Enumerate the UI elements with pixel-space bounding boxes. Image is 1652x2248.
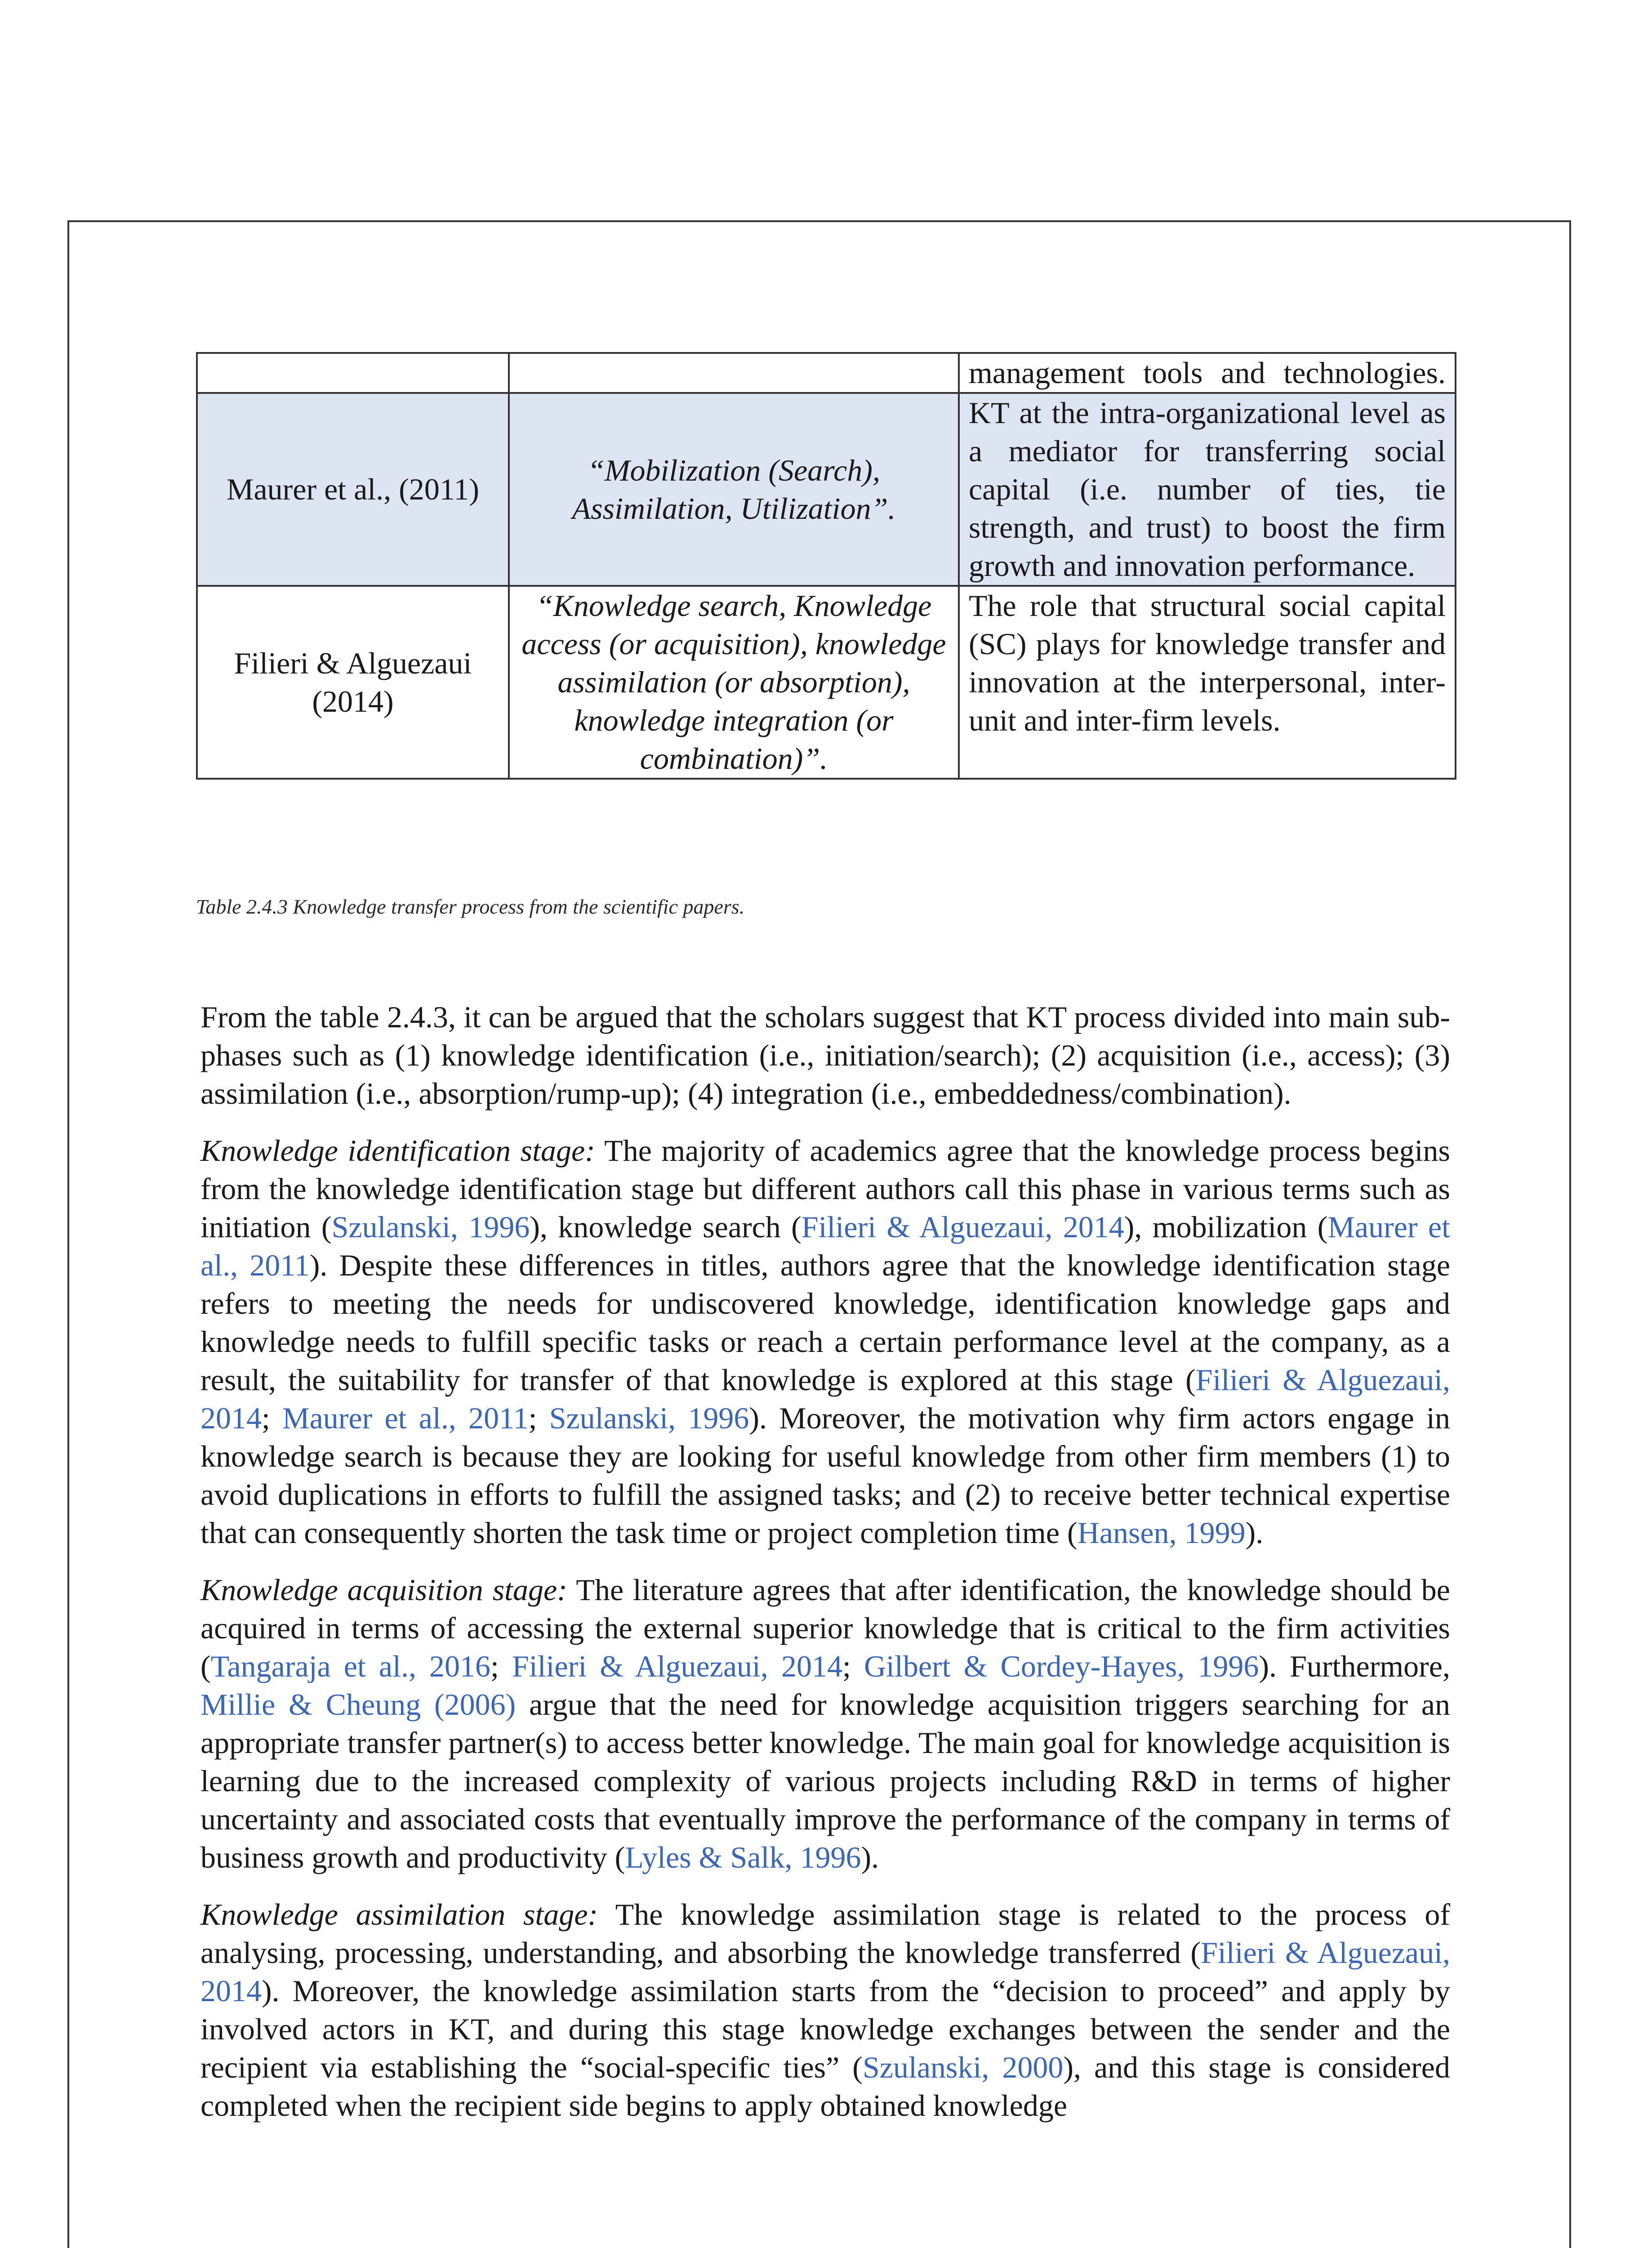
citation-link[interactable]: Szulanski, 1996 <box>549 1401 749 1435</box>
paragraph-lead: Knowledge assimilation stage: <box>200 1897 598 1931</box>
citation-link[interactable]: Lyles & Salk, 1996 <box>625 1840 861 1874</box>
paragraph-identification <box>200 1132 1450 1552</box>
text-run: The literature agrees that after identification, the knowledge should be acquired in terms of accessing the external superior knowledge that is critical to the firm activities ( <box>200 1573 1450 1683</box>
table-row <box>197 353 1456 393</box>
citation-link[interactable]: Filieri & Alguezaui, 2014 <box>200 1363 1450 1435</box>
text-run: ; <box>842 1649 864 1683</box>
paragraph-lead: Knowledge acquisition stage: <box>200 1573 567 1607</box>
table-cell-description: management tools and technologies. <box>959 353 1456 393</box>
paragraph-lead: Knowledge identification stage: <box>200 1133 595 1168</box>
citation-link[interactable]: Filieri & Alguezaui, 2014 <box>801 1210 1124 1244</box>
text-run: ), mobilization ( <box>1124 1210 1328 1244</box>
table-cell-author: Maurer et al., (2011) <box>197 393 509 586</box>
table-cell-phases: “Knowledge search, Knowledge access (or acquisition), knowledge assimilation (or absorption), knowledge integration (or combination)”. <box>509 586 959 779</box>
body-text <box>200 998 1450 2144</box>
citation-link[interactable]: Maurer et al., 2011 <box>282 1401 529 1435</box>
citation-link[interactable]: Filieri & Alguezaui, 2014 <box>200 1936 1451 2008</box>
citation-link[interactable]: Hansen, 1999 <box>1077 1516 1246 1550</box>
text-run: ; <box>490 1649 512 1683</box>
text-run: ; <box>528 1401 549 1435</box>
text-run: ). Furthermore, <box>1259 1649 1450 1683</box>
citation-link[interactable]: Szulanski, 1996 <box>331 1210 530 1244</box>
table-caption: Table 2.4.3 Knowledge transfer process from the scientific papers. <box>196 895 745 918</box>
paragraph-acquisition <box>200 1571 1450 1877</box>
citation-link[interactable]: Maurer et al., 2011 <box>200 1210 1451 1282</box>
citation-link[interactable]: Millie & Cheung (2006) <box>200 1687 516 1722</box>
text-run: The majority of academics agree that the knowledge process begins from the knowledge identification stage but different authors call this phase in various terms such as initiation ( <box>200 1133 1450 1244</box>
citation-link[interactable]: Tangaraja et al., 2016 <box>210 1649 491 1683</box>
text-run: ), knowledge search ( <box>530 1210 802 1244</box>
paragraph-summary: From the table 2.4.3, it can be argued that the scholars suggest that KT process divided into main sub-phases such as (1) knowledge identification (i.e., initiation/search); (2) acquisition (i.e., access); (3) assimilation (i.e., absorption/rump-up); (4) integration (i.e., embeddedness/combination). <box>200 1000 1450 1111</box>
text-run: ). Despite these differences in titles, authors agree that the knowledge identification stage refers to meeting the needs for undiscovered knowledge, identification knowledge gaps and knowledge needs to fulfill specific tasks or reach a certain performance level at the company, as a result, the suitability for transfer of that knowledge is explored at this stage ( <box>200 1248 1451 1397</box>
text-run: ; <box>262 1401 283 1435</box>
text-run: ). Moreover, the motivation why firm actors engage in knowledge search is because they are looking for useful knowledge from other firm members (1) to avoid duplications in efforts to fulfill the assigned tasks; and (2) to receive better technical expertise that can consequently shorten the task time or project completion time ( <box>200 1401 1450 1550</box>
table-cell-phases: “Mobilization (Search), Assimilation, Utilization”. <box>509 393 959 586</box>
table-cell-description: The role that structural social capital (SC) plays for knowledge transfer and innovation at the interpersonal, inter-unit and inter-firm levels. <box>959 586 1456 779</box>
paragraph-assimilation <box>200 1896 1450 2125</box>
table-cell-author: Filieri & Alguezaui (2014) <box>197 586 509 779</box>
table-cell <box>197 353 509 393</box>
table-cell <box>509 353 959 393</box>
text-run: ). Moreover, the knowledge assimilation starts from the “decision to proceed” and apply by involved actors in KT, and during this stage knowledge exchanges between the sender and the recipient via establishing the “social-specific ties” ( <box>200 1974 1450 2084</box>
text-run: The knowledge assimilation stage is related to the process of analysing, processing, understanding, and absorbing the knowledge transferred ( <box>200 1897 1450 1970</box>
table-cell-description: KT at the intra-organizational level as a mediator for transferring social capital (i.e. number of ties, tie strength, and trust) to boost the firm growth and innovation performance. <box>959 393 1456 586</box>
citation-link[interactable]: Filieri & Alguezaui, 2014 <box>512 1649 842 1683</box>
citation-link[interactable]: Szulanski, 2000 <box>862 2050 1064 2084</box>
text-run: argue that the need for knowledge acquisition triggers searching for an appropriate transfer partner(s) to access better knowledge. The main goal for knowledge acquisition is learning due to the increased complexity of various projects including R&D in terms of higher uncertainty and associated costs that eventually improve the performance of the company in terms of business growth and productivity ( <box>200 1687 1450 1874</box>
text-run: ), and this stage is considered completed when the recipient side begins to apply obtained knowledge <box>200 2050 1450 2123</box>
citation-link[interactable]: Gilbert & Cordey-Hayes, 1996 <box>864 1649 1259 1683</box>
knowledge-transfer-table <box>196 352 1456 780</box>
table-row <box>197 586 1456 779</box>
text-run: ). <box>1245 1516 1264 1550</box>
text-run: ). <box>861 1840 879 1874</box>
table-row <box>197 393 1456 586</box>
